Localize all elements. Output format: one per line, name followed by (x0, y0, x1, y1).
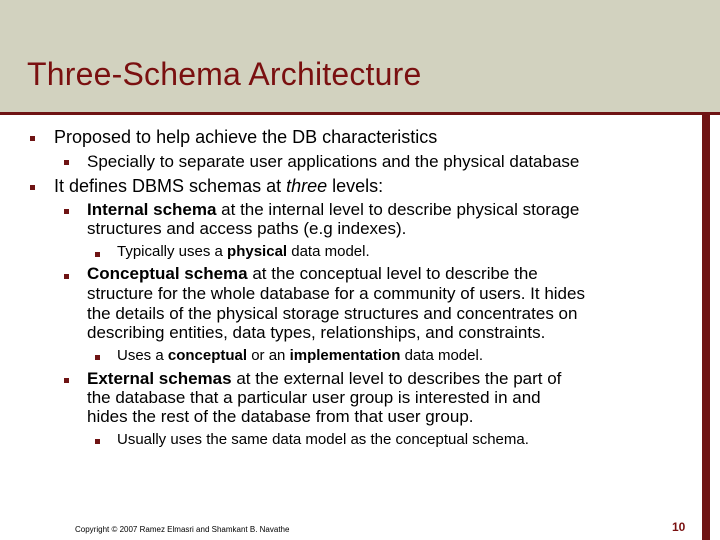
page-number: 10 (672, 520, 686, 534)
bullet-square-icon (64, 209, 69, 214)
bullet-square-icon (30, 136, 35, 141)
internal-schema-line1: Internal schema at the internal level to describe physical storage (87, 200, 580, 219)
conceptual-schema-line4: describing entities, data types, relationships, and constraints. (87, 323, 546, 342)
internal-schema-line2: structures and access paths (e.g indexes). (87, 219, 407, 238)
emphasis-three: three (286, 176, 328, 196)
external-schemas-line3: hides the rest of the database from that user group. (87, 407, 474, 426)
slide-title: Three-Schema Architecture (27, 56, 422, 92)
title-underline (0, 112, 720, 115)
bullet-square-icon (95, 355, 100, 360)
copyright-footer: Copyright © 2007 Ramez Elmasri and Shamkant B. Navathe (75, 525, 290, 534)
conceptual-schema-line3: the details of the physical storage structures and concentrates on (87, 304, 578, 323)
bullet-square-icon (95, 252, 100, 257)
conceptual-schema-line1: Conceptual schema at the conceptual level to describe the (87, 264, 538, 283)
bullet-defines: It defines DBMS schemas at three levels: (54, 176, 384, 196)
bullet-square-icon (64, 378, 69, 383)
external-schemas-line2: the database that a particular user group is interested in and (87, 388, 541, 407)
bullet-square-icon (95, 439, 100, 444)
bullet-proposed: Proposed to help achieve the DB characteristics (54, 127, 438, 147)
conceptual-schema-sub: Uses a conceptual or an implementation data model. (117, 347, 483, 364)
bullet-square-icon (64, 274, 69, 279)
external-schemas-line1: External schemas at the external level to describes the part of (87, 369, 562, 388)
conceptual-schema-line2: structure for the whole database for a community of users. It hides (87, 284, 585, 303)
bullet-square-icon (64, 160, 69, 165)
sub-bullet-separate: Specially to separate user applications and the physical database (87, 152, 580, 171)
internal-schema-sub: Typically uses a physical data model. (117, 243, 370, 260)
external-schemas-sub: Usually uses the same data model as the conceptual schema. (117, 431, 529, 448)
right-accent-bar (702, 112, 710, 540)
bullet-square-icon (30, 185, 35, 190)
